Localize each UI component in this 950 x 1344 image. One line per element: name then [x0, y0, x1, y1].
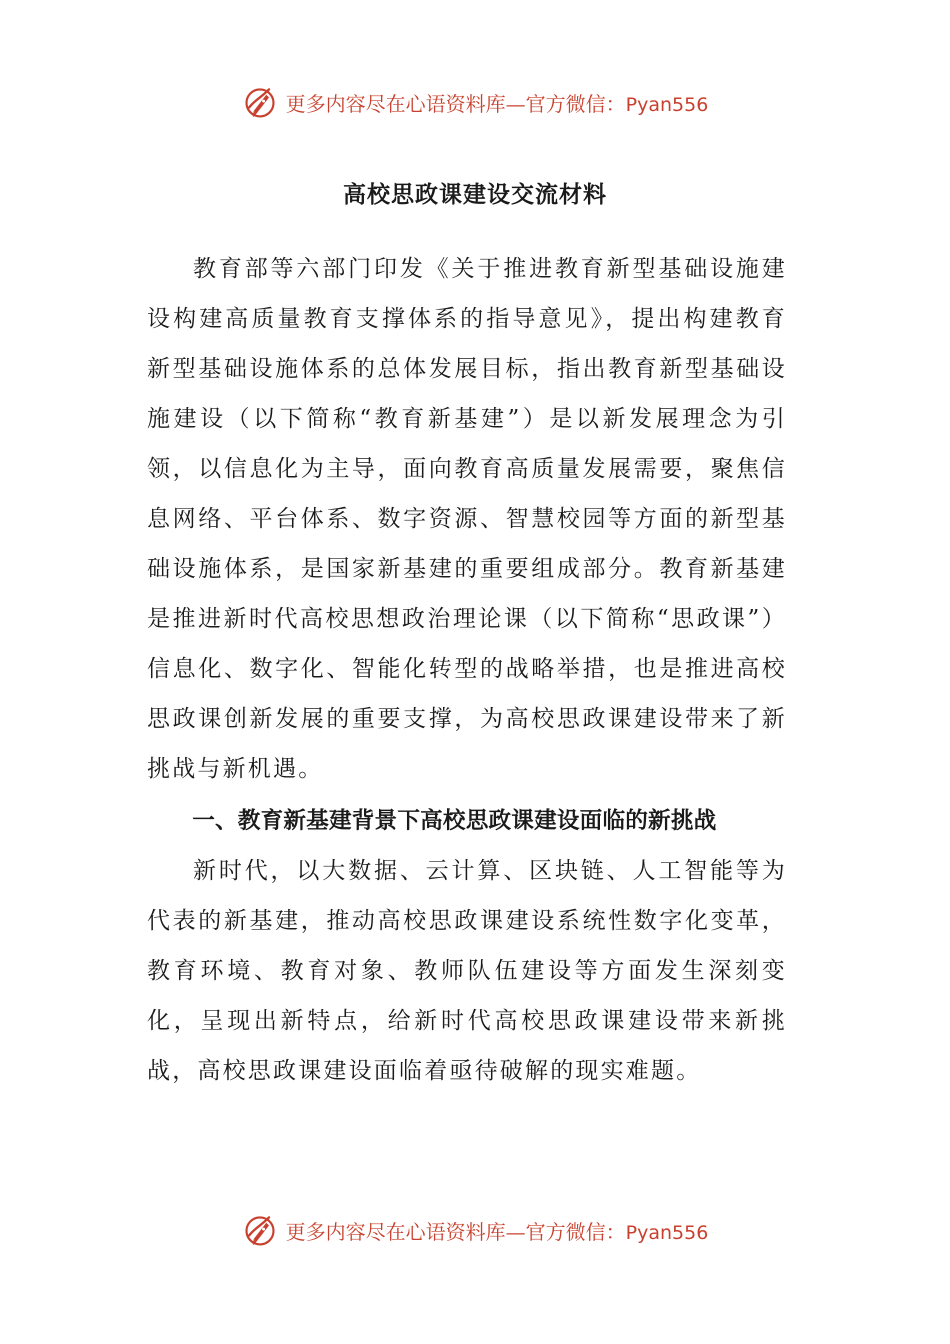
- paragraph-intro: 教育部等六部门印发《关于推进教育新型基础设施建设构建高质量教育支撑体系的指导意见》，提出构建教育新型基础设施体系的总体发展目标，指出教育新型基础设施建设（以下简称“教育新基建”）是以新发展理念为引领，以信息化为主导，面向教育高质量发展需要，聚焦信息网络、平台体系、数字资源、智慧校园等方面的新型基础设施体系，是国家新基建的重要组成部分。教育新基建是推进新时代高校思想政治理论课（以下简称“思政课”）信息化、数字化、智能化转型的战略举措，也是推进高校思政课创新发展的重要支撑，为高校思政课建设带来了新挑战与新机遇。: [147, 256, 787, 782]
- document-body: [147, 244, 787, 1096]
- header-banner-label: 更多内容尽在心语资料库—官方微信：: [285, 91, 626, 116]
- document-title: 高校思政课建设交流材料: [343, 181, 607, 208]
- header-banner: [0, 82, 950, 122]
- pen-nib-logo-icon: [242, 84, 278, 120]
- header-wechat-id: Pyan556: [625, 93, 709, 116]
- pen-nib-logo-icon: [242, 1212, 278, 1248]
- footer-banner: [0, 1210, 950, 1250]
- footer-banner-label: 更多内容尽在心语资料库—官方微信：: [285, 1219, 626, 1244]
- section-heading-1: 一、教育新基建背景下高校思政课建设面临的新挑战: [192, 808, 717, 834]
- footer-banner-text: [286, 1216, 709, 1245]
- footer-wechat-id: Pyan556: [625, 1221, 709, 1244]
- paragraph-section-1: 新时代，以大数据、云计算、区块链、人工智能等为代表的新基建，推动高校思政课建设系统性数字化变革，教育环境、教育对象、教师队伍建设等方面发生深刻变化，呈现出新特点，给新时代高校思政课建设带来新挑战，高校思政课建设面临着亟待破解的现实难题。: [147, 858, 787, 1084]
- header-banner-text: [286, 88, 709, 117]
